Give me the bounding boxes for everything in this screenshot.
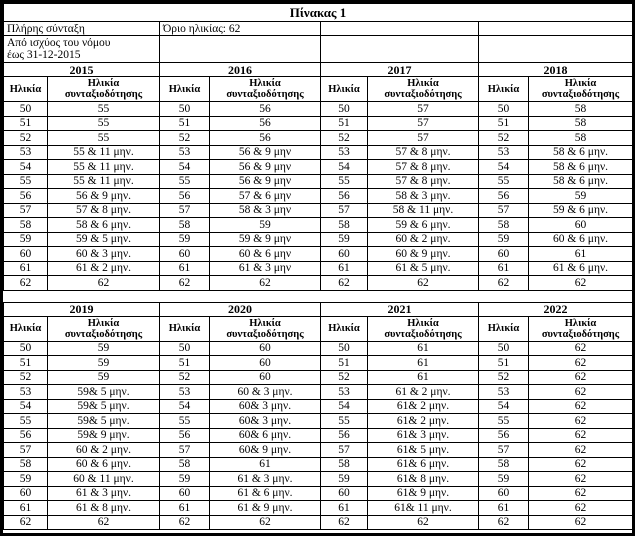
pension-age-cell: 62 <box>368 276 479 291</box>
age-cell: 56 <box>160 189 210 204</box>
age-cell: 55 <box>321 174 368 189</box>
age-cell: 56 <box>4 189 48 204</box>
age-cell: 51 <box>479 116 529 131</box>
pension-age-header-line1: Ηλικία <box>87 317 120 329</box>
pension-age-cell: 62 <box>210 276 321 291</box>
age-cell: 54 <box>160 160 210 175</box>
age-cell: 58 <box>321 218 368 233</box>
age-cell: 56 <box>160 428 210 443</box>
pension-age-column-header <box>529 316 633 341</box>
pension-age-cell: 60& 9 μην. <box>210 443 321 458</box>
pension-age-cell: 59& 5 μην. <box>48 399 160 414</box>
pension-age-header-line2: συνταξιοδότησης <box>64 89 143 100</box>
age-cell: 52 <box>4 131 48 146</box>
pension-age-cell: 57 & 8 μην. <box>368 160 479 175</box>
pension-age-cell: 58 & 3 μην <box>210 203 321 218</box>
pension-age-cell: 59 <box>48 356 160 371</box>
pension-age-cell: 62 <box>529 385 633 400</box>
pension-age-cell: 62 <box>529 443 633 458</box>
age-cell: 60 <box>160 247 210 262</box>
age-column-header: Ηλικία <box>321 77 368 102</box>
pension-age-cell: 60 & 6 μην. <box>48 457 160 472</box>
pension-age-cell: 60 <box>210 356 321 371</box>
table-row <box>4 102 633 117</box>
section-spacer <box>4 290 633 302</box>
table-row <box>4 160 633 175</box>
pension-age-column-header <box>210 316 321 341</box>
age-cell: 50 <box>160 341 210 356</box>
pension-age-header-line1: Ηλικία <box>564 78 597 89</box>
table-row <box>4 131 633 146</box>
pension-age-cell: 57 & 8 μην. <box>368 145 479 160</box>
pension-age-cell: 62 <box>529 472 633 487</box>
age-cell: 54 <box>160 399 210 414</box>
pension-age-cell: 59 & 5 μην. <box>48 232 160 247</box>
pension-age-cell: 61& 2 μην. <box>368 414 479 429</box>
pension-age-cell: 62 <box>368 515 479 530</box>
table-row <box>4 486 633 501</box>
pension-age-cell: 57 & 8 μην. <box>48 203 160 218</box>
pension-age-cell: 55 & 11 μην. <box>48 145 160 160</box>
pension-age-cell: 57 <box>368 102 479 117</box>
age-cell: 55 <box>479 174 529 189</box>
pension-age-cell: 59 & 9 μην <box>210 232 321 247</box>
age-cell: 55 <box>160 414 210 429</box>
age-cell: 52 <box>479 370 529 385</box>
pension-age-cell: 60 <box>529 218 633 233</box>
table-row <box>4 203 633 218</box>
age-cell: 60 <box>4 247 48 262</box>
age-cell: 52 <box>479 131 529 146</box>
table-row <box>4 399 633 414</box>
age-column-header: Ηλικία <box>160 316 210 341</box>
pension-age-cell: 58 & 6 μην. <box>529 145 633 160</box>
pension-age-cell: 60& 3 μην. <box>210 414 321 429</box>
empty-cell <box>321 22 479 36</box>
age-cell: 54 <box>479 160 529 175</box>
pension-age-cell: 61 & 2 μην. <box>48 261 160 276</box>
age-cell: 62 <box>160 515 210 530</box>
pension-age-cell: 56 & 9 μην. <box>48 189 160 204</box>
pension-age-cell: 61 & 2 μην. <box>368 385 479 400</box>
age-cell: 50 <box>321 341 368 356</box>
age-cell: 62 <box>321 515 368 530</box>
pension-age-cell: 61 <box>529 247 633 262</box>
age-cell: 53 <box>4 145 48 160</box>
pension-age-cell: 59 <box>210 218 321 233</box>
pension-age-cell: 62 <box>529 276 633 291</box>
pension-age-cell: 58 & 6 μην. <box>48 218 160 233</box>
pension-age-cell: 59 & 6 μην. <box>368 218 479 233</box>
pension-age-cell: 55 <box>48 131 160 146</box>
pension-age-cell: 60 & 3 μην. <box>210 385 321 400</box>
age-cell: 52 <box>4 370 48 385</box>
pension-age-cell: 61 & 9 μην. <box>210 501 321 516</box>
pension-age-cell: 62 <box>529 356 633 371</box>
age-cell: 61 <box>479 261 529 276</box>
age-cell: 51 <box>321 116 368 131</box>
retirement-age-table <box>3 3 633 530</box>
age-cell: 54 <box>321 160 368 175</box>
pension-age-column-header <box>368 316 479 341</box>
pension-age-cell: 61& 5 μην. <box>368 443 479 458</box>
age-cell: 60 <box>160 486 210 501</box>
table-row <box>4 232 633 247</box>
pension-age-cell: 61& 9 μην. <box>368 486 479 501</box>
pension-age-cell: 61 & 6 μην. <box>529 261 633 276</box>
age-cell: 59 <box>4 472 48 487</box>
age-cell: 54 <box>4 399 48 414</box>
age-cell: 61 <box>4 501 48 516</box>
pension-age-cell: 62 <box>529 341 633 356</box>
pension-age-cell: 60 & 2 μην. <box>48 443 160 458</box>
pension-age-cell: 58 <box>529 116 633 131</box>
age-cell: 50 <box>160 102 210 117</box>
age-cell: 57 <box>160 443 210 458</box>
pension-age-cell: 61& 3 μην. <box>368 428 479 443</box>
table-row <box>4 261 633 276</box>
pension-age-cell: 60 & 11 μην. <box>48 472 160 487</box>
pension-age-cell: 62 <box>210 515 321 530</box>
pension-age-cell: 62 <box>529 515 633 530</box>
table-row <box>4 189 633 204</box>
pension-age-cell: 60 & 3 μην. <box>48 247 160 262</box>
pension-age-cell: 60 <box>210 370 321 385</box>
empty-cell <box>479 22 633 36</box>
pension-age-cell: 61 <box>210 457 321 472</box>
age-cell: 50 <box>479 341 529 356</box>
age-cell: 53 <box>321 145 368 160</box>
pension-age-cell: 57 <box>368 131 479 146</box>
age-cell: 57 <box>4 203 48 218</box>
age-cell: 60 <box>321 486 368 501</box>
pension-age-cell: 61 & 3 μην <box>210 261 321 276</box>
pension-age-cell: 58 & 11 μην. <box>368 203 479 218</box>
age-cell: 53 <box>479 385 529 400</box>
age-cell: 55 <box>160 174 210 189</box>
age-cell: 56 <box>321 428 368 443</box>
age-cell: 59 <box>321 472 368 487</box>
empty-cell <box>479 36 633 63</box>
age-cell: 60 <box>479 486 529 501</box>
table-row <box>4 385 633 400</box>
pension-age-cell: 62 <box>529 486 633 501</box>
age-cell: 53 <box>4 385 48 400</box>
age-cell: 57 <box>321 203 368 218</box>
age-cell: 50 <box>4 341 48 356</box>
pension-age-cell: 57 <box>368 116 479 131</box>
pension-age-header-line1: Ηλικία <box>407 317 439 329</box>
pension-age-cell: 61 & 5 μην. <box>368 261 479 276</box>
pension-age-cell: 59& 5 μην. <box>48 414 160 429</box>
period-label-line2: έως 31-12-2015 <box>7 49 81 61</box>
pension-age-header-line1: Ηλικία <box>249 317 281 329</box>
pension-age-header-line1: Ηλικία <box>564 317 597 329</box>
pension-age-cell: 58 & 6 μην. <box>529 160 633 175</box>
table-row <box>4 145 633 160</box>
pension-age-header-line1: Ηλικία <box>87 78 120 89</box>
table-row <box>4 247 633 262</box>
age-cell: 62 <box>4 515 48 530</box>
pension-age-cell: 59 <box>48 370 160 385</box>
age-cell: 61 <box>479 501 529 516</box>
pension-age-cell: 61 & 6 μην. <box>210 486 321 501</box>
pension-age-column-header <box>48 316 160 341</box>
age-cell: 55 <box>4 414 48 429</box>
age-column-header: Ηλικία <box>4 77 48 102</box>
pension-age-cell: 57 & 6 μην <box>210 189 321 204</box>
age-cell: 50 <box>4 102 48 117</box>
age-cell: 51 <box>321 356 368 371</box>
age-cell: 56 <box>321 189 368 204</box>
age-cell: 53 <box>160 385 210 400</box>
age-cell: 60 <box>321 247 368 262</box>
pension-age-cell: 62 <box>48 276 160 291</box>
pension-age-column-header <box>210 77 321 102</box>
pension-age-column-header <box>48 77 160 102</box>
age-cell: 62 <box>321 276 368 291</box>
table-row <box>4 356 633 371</box>
pension-age-header-line1: Ηλικία <box>249 78 281 89</box>
age-cell: 57 <box>160 203 210 218</box>
pension-age-cell: 61 <box>368 356 479 371</box>
pension-age-cell: 62 <box>529 501 633 516</box>
age-cell: 57 <box>321 443 368 458</box>
age-cell: 62 <box>160 276 210 291</box>
pension-age-cell: 60 & 6 μην. <box>529 232 633 247</box>
empty-cell <box>321 36 479 63</box>
age-cell: 58 <box>4 218 48 233</box>
pension-age-cell: 62 <box>529 414 633 429</box>
full-pension-label: Πλήρης σύνταξη <box>4 22 160 36</box>
table-row <box>4 414 633 429</box>
pension-age-cell: 61 <box>368 370 479 385</box>
age-cell: 58 <box>160 457 210 472</box>
table-row <box>4 428 633 443</box>
age-cell: 59 <box>4 232 48 247</box>
pension-age-cell: 60 <box>210 341 321 356</box>
pension-age-cell: 61 <box>368 341 479 356</box>
pension-age-cell: 62 <box>529 428 633 443</box>
pension-age-cell: 61& 2 μην. <box>368 399 479 414</box>
pension-age-cell: 61& 6 μην. <box>368 457 479 472</box>
pension-age-header-line1: Ηλικία <box>407 78 439 89</box>
age-cell: 53 <box>160 145 210 160</box>
age-cell: 62 <box>479 276 529 291</box>
age-cell: 52 <box>321 131 368 146</box>
table-row <box>4 501 633 516</box>
table-row <box>4 276 633 291</box>
age-cell: 58 <box>160 218 210 233</box>
pension-age-cell: 59 <box>529 189 633 204</box>
age-cell: 50 <box>479 102 529 117</box>
age-cell: 57 <box>479 443 529 458</box>
pension-age-cell: 56 & 9 μην <box>210 145 321 160</box>
pension-age-cell: 58 <box>529 102 633 117</box>
pension-age-cell: 58 & 3 μην. <box>368 189 479 204</box>
pension-age-cell: 62 <box>529 399 633 414</box>
pension-age-cell: 56 & 9 μην <box>210 160 321 175</box>
age-cell: 60 <box>4 486 48 501</box>
age-cell: 57 <box>479 203 529 218</box>
age-cell: 50 <box>321 102 368 117</box>
year-header: 2015 <box>4 63 160 77</box>
pension-age-cell: 56 <box>210 102 321 117</box>
pension-age-header-line2: συνταξιοδότησης <box>384 328 462 340</box>
age-cell: 61 <box>4 261 48 276</box>
table-row <box>4 457 633 472</box>
table-row <box>4 218 633 233</box>
period-label <box>4 36 160 63</box>
pension-age-cell: 62 <box>529 457 633 472</box>
age-cell: 61 <box>321 501 368 516</box>
pension-age-header-line2: συνταξιοδότησης <box>541 89 620 100</box>
table-row <box>4 174 633 189</box>
age-cell: 61 <box>160 501 210 516</box>
pension-age-column-header <box>368 77 479 102</box>
age-cell: 59 <box>160 232 210 247</box>
table-row <box>4 116 633 131</box>
pension-age-cell: 55 <box>48 102 160 117</box>
period-label-line1: Από ισχύος του νόμου <box>7 37 111 49</box>
table-row <box>4 443 633 458</box>
pension-age-cell: 56 <box>210 131 321 146</box>
age-cell: 57 <box>4 443 48 458</box>
table-row <box>4 515 633 530</box>
pension-age-cell: 61& 8 μην. <box>368 472 479 487</box>
age-cell: 59 <box>479 472 529 487</box>
age-cell: 60 <box>479 247 529 262</box>
pension-age-cell: 61 & 3 μην. <box>210 472 321 487</box>
pension-age-cell: 55 & 11 μην. <box>48 174 160 189</box>
table-row <box>4 370 633 385</box>
age-cell: 52 <box>321 370 368 385</box>
age-cell: 59 <box>321 232 368 247</box>
year-header: 2022 <box>479 302 633 316</box>
age-cell: 51 <box>160 356 210 371</box>
year-header: 2019 <box>4 302 160 316</box>
age-cell: 61 <box>160 261 210 276</box>
age-cell: 56 <box>479 428 529 443</box>
age-cell: 51 <box>479 356 529 371</box>
age-cell: 53 <box>321 385 368 400</box>
pension-age-cell: 60 & 6 μην <box>210 247 321 262</box>
pension-age-cell: 55 & 11 μην. <box>48 160 160 175</box>
table-row <box>4 341 633 356</box>
pension-age-cell: 59 & 6 μην. <box>529 203 633 218</box>
age-cell: 51 <box>4 356 48 371</box>
pension-age-cell: 56 <box>210 116 321 131</box>
year-header: 2017 <box>321 63 479 77</box>
pension-age-header-line2: συνταξιοδότησης <box>226 89 304 100</box>
pension-age-cell: 61& 11 μην. <box>368 501 479 516</box>
pension-age-cell: 57 & 8 μην. <box>368 174 479 189</box>
age-cell: 54 <box>479 399 529 414</box>
pension-age-header-line2: συνταξιοδότησης <box>64 328 143 340</box>
pension-age-cell: 59 <box>48 341 160 356</box>
pension-age-cell: 61 & 8 μην. <box>48 501 160 516</box>
age-cell: 59 <box>479 232 529 247</box>
age-column-header: Ηλικία <box>4 316 48 341</box>
age-cell: 58 <box>479 457 529 472</box>
age-cell: 59 <box>160 472 210 487</box>
age-cell: 55 <box>479 414 529 429</box>
table-title: Πίνακας 1 <box>4 4 633 22</box>
age-cell: 61 <box>321 261 368 276</box>
pension-age-cell: 55 <box>48 116 160 131</box>
document-page <box>3 3 632 533</box>
age-cell: 62 <box>479 515 529 530</box>
age-cell: 51 <box>160 116 210 131</box>
year-header: 2016 <box>160 63 321 77</box>
pension-age-header-line2: συνταξιοδότησης <box>384 89 462 100</box>
pension-age-cell: 62 <box>529 370 633 385</box>
age-cell: 55 <box>321 414 368 429</box>
pension-age-cell: 58 & 6 μην. <box>529 174 633 189</box>
age-column-header: Ηλικία <box>479 316 529 341</box>
age-column-header: Ηλικία <box>321 316 368 341</box>
pension-age-cell: 61 & 3 μην. <box>48 486 160 501</box>
pension-age-column-header <box>529 77 633 102</box>
year-header: 2020 <box>160 302 321 316</box>
age-cell: 51 <box>4 116 48 131</box>
age-cell: 52 <box>160 370 210 385</box>
age-cell: 55 <box>4 174 48 189</box>
empty-cell <box>160 36 321 63</box>
age-cell: 58 <box>479 218 529 233</box>
age-cell: 52 <box>160 131 210 146</box>
pension-age-cell: 60 & 2 μην. <box>368 232 479 247</box>
age-cell: 54 <box>321 399 368 414</box>
pension-age-header-line2: συνταξιοδότησης <box>226 328 304 340</box>
pension-age-cell: 62 <box>48 515 160 530</box>
pension-age-cell: 60& 6 μην. <box>210 428 321 443</box>
table-row <box>4 472 633 487</box>
age-cell: 56 <box>4 428 48 443</box>
age-cell: 53 <box>479 145 529 160</box>
pension-age-cell: 59& 9 μην. <box>48 428 160 443</box>
age-cell: 56 <box>479 189 529 204</box>
pension-age-header-line2: συνταξιοδότησης <box>541 328 620 340</box>
age-cell: 58 <box>4 457 48 472</box>
age-limit-label: Όριο ηλικίας: 62 <box>160 22 321 36</box>
age-cell: 58 <box>321 457 368 472</box>
pension-age-cell: 59& 5 μην. <box>48 385 160 400</box>
age-column-header: Ηλικία <box>479 77 529 102</box>
pension-age-cell: 58 <box>529 131 633 146</box>
pension-age-cell: 60& 3 μην. <box>210 399 321 414</box>
age-cell: 54 <box>4 160 48 175</box>
age-cell: 62 <box>4 276 48 291</box>
pension-age-cell: 56 & 9 μην <box>210 174 321 189</box>
year-header: 2021 <box>321 302 479 316</box>
year-header: 2018 <box>479 63 633 77</box>
age-column-header: Ηλικία <box>160 77 210 102</box>
pension-age-cell: 60 & 9 μην. <box>368 247 479 262</box>
